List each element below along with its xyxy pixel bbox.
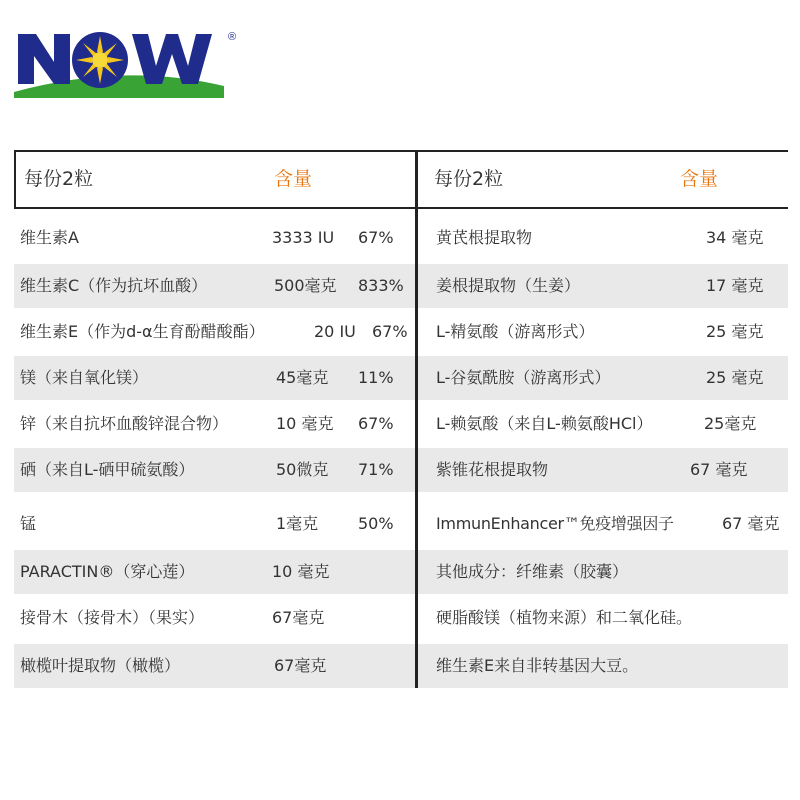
ingredient-name: 黄芪根提取物 [436, 228, 533, 247]
nutrient-name: 接骨木（接骨木）（果实） [20, 608, 205, 627]
ingredient-amount: 67 毫克 [690, 460, 748, 479]
nutrient-amount: 10 毫克 [276, 414, 334, 433]
nutrient-amount: 45毫克 [276, 368, 329, 387]
table-row [14, 216, 415, 260]
nutrient-name: 维生素E（作为d-α生育酚醋酸酯） [20, 322, 265, 341]
table-row [418, 448, 788, 492]
nutrient-name: 镁（来自氧化镁） [20, 368, 149, 387]
table-row [14, 596, 415, 640]
table-row [14, 550, 415, 594]
nutrient-daily-value: 50% [358, 514, 394, 533]
other-ingredients-line: 其他成分：纤维素（胶囊） [436, 562, 629, 581]
table-row [418, 550, 788, 594]
ingredient-amount: 34 毫克 [706, 228, 764, 247]
right-header-serving: 每份2粒 [434, 168, 504, 190]
table-row [418, 264, 788, 308]
table-left-border [14, 150, 16, 208]
table-row [418, 502, 788, 546]
table-row [14, 644, 415, 688]
nutrient-amount: 3333 IU [272, 228, 335, 247]
now-logo [14, 22, 244, 98]
ingredient-name: L-精氨酸（游离形式） [436, 322, 595, 341]
ingredient-name: 姜根提取物（生姜） [436, 276, 581, 295]
registered-mark: ® [228, 31, 237, 43]
nutrition-table [14, 150, 788, 690]
nutrient-name: 维生素A [20, 228, 79, 247]
nutrient-name: PARACTIN®（穿心莲） [20, 562, 195, 581]
table-row [418, 644, 788, 688]
nutrient-daily-value: 67% [372, 322, 408, 341]
now-logo-graphic [14, 22, 244, 98]
ingredient-name: L-赖氨酸（来自L-赖氨酸HCl） [436, 414, 653, 433]
table-row [14, 502, 415, 546]
nutrient-name: 锌（来自抗坏血酸锌混合物） [20, 414, 229, 433]
table-header-border [14, 207, 788, 209]
table-row [418, 310, 788, 354]
nutrient-amount: 20 IU [314, 322, 356, 341]
nutrient-daily-value: 67% [358, 228, 394, 247]
other-ingredients-line: 维生素E来自非转基因大豆。 [436, 656, 639, 675]
table-row [14, 448, 415, 492]
nutrient-amount: 67毫克 [272, 608, 325, 627]
table-row [418, 402, 788, 446]
table-row [418, 596, 788, 640]
table-row [14, 264, 415, 308]
right-header-amount: 含量 [680, 168, 719, 190]
nutrient-amount: 50微克 [276, 460, 329, 479]
left-header-serving: 每份2粒 [24, 168, 94, 190]
nutrient-daily-value: 833% [358, 276, 404, 295]
nutrient-name: 硒（来自L-硒甲硫氨酸） [20, 460, 195, 479]
ingredient-amount: 17 毫克 [706, 276, 764, 295]
other-ingredients-line: 硬脂酸镁（植物来源）和二氧化硅。 [436, 608, 693, 627]
ingredient-name: ImmunEnhancer™免疫增强因子 [436, 514, 674, 533]
nutrient-amount: 10 毫克 [272, 562, 330, 581]
nutrient-amount: 500毫克 [274, 276, 337, 295]
ingredient-name: 紫锥花根提取物 [436, 460, 549, 479]
nutrient-daily-value: 67% [358, 414, 394, 433]
nutrient-amount: 67毫克 [274, 656, 327, 675]
ingredient-name: L-谷氨酰胺（游离形式） [436, 368, 611, 387]
table-row [14, 402, 415, 446]
nutrient-name: 锰 [20, 514, 37, 533]
nutrient-daily-value: 71% [358, 460, 394, 479]
left-header-amount: 含量 [274, 168, 313, 190]
ingredient-amount: 25 毫克 [706, 368, 764, 387]
nutrient-daily-value: 11% [358, 368, 394, 387]
ingredient-amount: 67 毫克 [722, 514, 780, 533]
nutrient-name: 维生素C（作为抗坏血酸） [20, 276, 208, 295]
ingredient-amount: 25 毫克 [706, 322, 764, 341]
table-top-border [14, 150, 788, 152]
table-row [14, 356, 415, 400]
nutrient-name: 橄榄叶提取物（橄榄） [20, 656, 181, 675]
table-row [418, 216, 788, 260]
table-row [418, 356, 788, 400]
ingredient-amount: 25毫克 [704, 414, 757, 433]
table-row [14, 310, 415, 354]
nutrient-amount: 1毫克 [276, 514, 319, 533]
